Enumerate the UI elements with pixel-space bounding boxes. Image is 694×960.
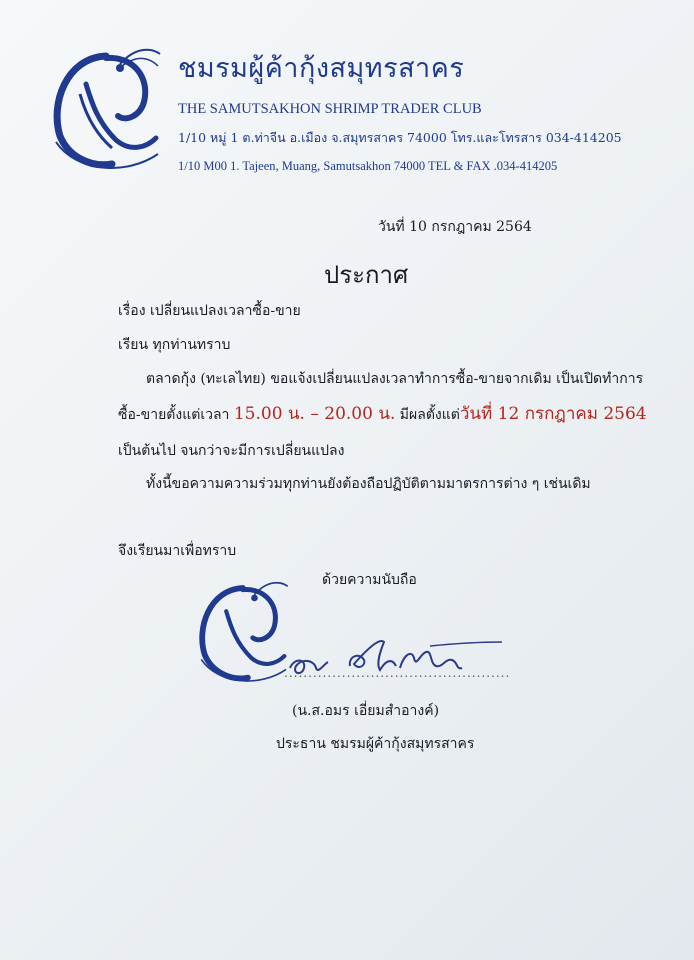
signer-position: ประธาน ชมรมผู้ค้ากุ้งสมุทรสาคร <box>276 736 475 752</box>
effective-date: วันที่ 12 กรกฎาคม 2564 <box>459 404 647 424</box>
regards-line: ด้วยความนับถือ <box>322 572 417 588</box>
body-line-4: ทั้งนี้ขอความความร่วมทุกท่านยังต้องถือปฏิบัติตามมาตรการต่าง ๆ เช่นเดิม <box>146 476 591 492</box>
body-line-2 <box>118 400 647 427</box>
closing-line: จึงเรียนมาเพื่อทราบ <box>118 543 237 559</box>
org-name-thai: ชมรมผู้ค้ากุ้งสมุทรสาคร <box>178 53 465 84</box>
shrimp-stamp-icon <box>192 578 292 686</box>
signer-name: (น.ส.อมร เอี่ยมสำอางค์) <box>292 703 440 719</box>
body-line-2-middle: มีผลตั้งแต่ <box>395 407 460 423</box>
address-english: 1/10 M00 1. Tajeen, Muang, Samutsakhon 74000 TEL & FAX .034-414205 <box>178 159 558 173</box>
body-line-1: ตลาดกุ้ง (ทะเลไทย) ขอแจ้งเปลี่ยนแปลงเวลาทำการซื้อ-ขายจากเดิม เป็นเปิดทำการ <box>146 371 644 387</box>
shrimp-logo-icon <box>46 44 164 174</box>
letter-salutation: เรียน ทุกท่านทราบ <box>118 337 231 353</box>
trading-hours: 15.00 น. – 20.00 น. <box>233 404 396 424</box>
letter-date: วันที่ 10 กรกฎาคม 2564 <box>378 219 532 235</box>
announcement-title: ประกาศ <box>324 261 409 289</box>
address-thai: 1/10 หมู่ 1 ต.ท่าจีน อ.เมือง จ.สมุทรสาคร 74000 โทร.และโทรสาร 034-414205 <box>178 130 622 145</box>
body-line-2-prefix: ซื้อ-ขายตั้งแต่เวลา <box>118 407 234 423</box>
org-name-english: THE SAMUTSAKHON SHRIMP TRADER CLUB <box>178 101 482 117</box>
signature-line: ............................................... <box>284 666 511 680</box>
body-line-3: เป็นต้นไป จนกว่าจะมีการเปลี่ยนแปลง <box>118 443 345 459</box>
letter-subject: เรื่อง เปลี่ยนแปลงเวลาซื้อ-ขาย <box>118 303 301 319</box>
handwritten-signature <box>280 628 510 690</box>
